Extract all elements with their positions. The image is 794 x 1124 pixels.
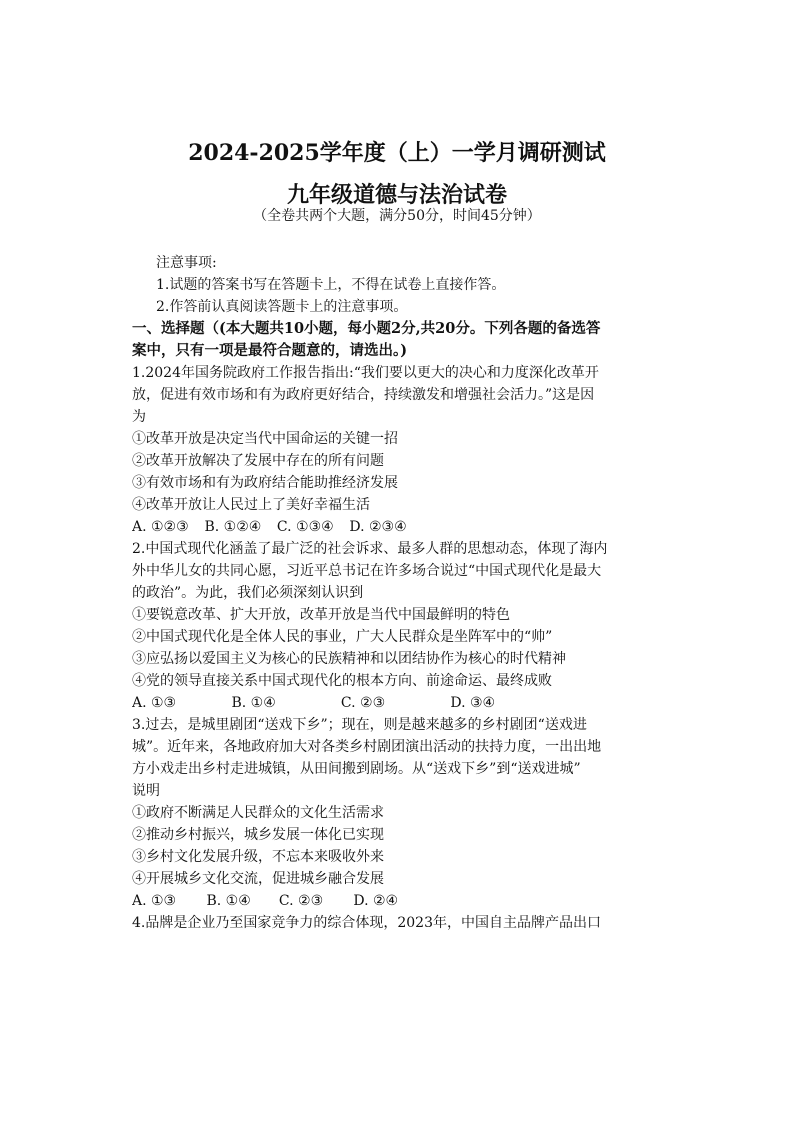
answer-options — [132, 692, 672, 714]
exam-subject-title: 九年级道德与法治试卷 — [286, 182, 507, 208]
option-d: D. ②③④ — [349, 519, 407, 535]
option-b: B. ①④ — [231, 695, 276, 711]
option-d: D. ③④ — [450, 695, 496, 711]
question-statement: ②中国式现代化是全体人民的事业，广大人民群众是坐阵军中的“帅” — [132, 629, 553, 645]
question-stem-line: 外中华儿女的共同心愿，习近平总书记在许多场合说过“中国式现代化是最大 — [132, 563, 602, 579]
question-stem-line: 1.2024年国务院政府工作报告指出:“我们要以更大的决心和力度深化改革开 — [132, 365, 599, 381]
question-stem-line: 城”。近年来，各地政府加大对各类乡村剧团演出活动的扶持力度，一出出地 — [132, 739, 602, 755]
question-statement: ④开展城乡文化交流，促进城乡融合发展 — [132, 871, 384, 887]
question-statement: ③应弘扬以爱国主义为核心的民族精神和以团结协作为核心的时代精神 — [132, 651, 566, 667]
question-3 — [132, 714, 672, 912]
section-heading-line: 一、选择题（(本大题共10小题，每小题2分,共20分。下列各题的备选答 — [132, 320, 601, 337]
answer-options — [132, 516, 672, 538]
option-a: A. ①③ — [132, 893, 177, 909]
exam-title: 2024-2025学年度（上）一学月调研测试 — [188, 140, 606, 166]
question-statement: ③有效市场和有为政府结合能助推经济发展 — [132, 475, 398, 491]
question-stem-line: 放，促进有效市场和有为政府更好结合，持续激发和增强社会活力。”这是因 — [132, 387, 595, 403]
question-stem-line: 3.过去，是城里剧团“送戏下乡”；现在，则是越来越多的乡村剧团“送戏进 — [132, 717, 587, 733]
notes-heading: 注意事项: — [156, 255, 217, 271]
option-d: D. ②④ — [353, 893, 399, 909]
question-statement: ③乡村文化发展升级，不忘本来吸收外来 — [132, 849, 384, 865]
question-stem-line: 说明 — [132, 783, 160, 799]
option-b: B. ①②④ — [204, 519, 262, 535]
notes-section — [132, 252, 672, 318]
question-4 — [132, 912, 672, 934]
question-statement: ①要锐意改革、扩大开放，改革开放是当代中国最鲜明的特色 — [132, 607, 510, 623]
questions-list — [132, 362, 672, 934]
question-stem-line: 2.中国式现代化涵盖了最广泛的社会诉求、最多人群的思想动态，体现了海内 — [132, 541, 608, 557]
option-a: A. ①③ — [132, 695, 177, 711]
question-stem-line: 方小戏走出乡村走进城镇，从田间搬到剧场。从“送戏下乡”到“送戏进城” — [132, 761, 581, 777]
question-statement: ①改革开放是决定当代中国命运的关键一招 — [132, 431, 398, 447]
question-stem-line: 4.品牌是企业乃至国家竞争力的综合体现，2023年，中国自主品牌产品出口 — [132, 915, 601, 931]
question-statement: ④党的领导直接关系中国式现代化的根本方向、前途命运、最终成败 — [132, 673, 552, 689]
question-stem-line: 的政治”。为此，我们必须深刻认识到 — [132, 585, 364, 601]
question-statement: ④改革开放让人民过上了美好幸福生活 — [132, 497, 370, 513]
option-a: A. ①②③ — [132, 519, 189, 535]
option-b: B. ①④ — [206, 893, 251, 909]
question-2 — [132, 538, 672, 714]
question-statement: ①政府不断满足人民群众的文化生活需求 — [132, 805, 384, 821]
question-statement: ②推动乡村振兴，城乡发展一体化已实现 — [132, 827, 384, 843]
question-statement: ②改革开放解决了发展中存在的所有问题 — [132, 453, 384, 469]
answer-options — [132, 890, 672, 912]
option-c: C. ①③④ — [276, 519, 334, 535]
option-c: C. ②③ — [340, 695, 386, 711]
question-stem-line: 为 — [132, 409, 146, 425]
section-heading-line: 案中，只有一项是最符合题意的，请选出。) — [132, 342, 408, 359]
question-1 — [132, 362, 672, 538]
section-heading — [132, 318, 672, 362]
notes-item: 1.试题的答案书写在答题卡上，不得在试卷上直接作答。 — [156, 277, 506, 293]
notes-item: 2.作答前认真阅读答题卡上的注意事项。 — [156, 299, 408, 315]
exam-info: （全卷共两个大题，满分50分，时间45分钟） — [253, 208, 541, 224]
option-c: C. ②③ — [278, 893, 324, 909]
